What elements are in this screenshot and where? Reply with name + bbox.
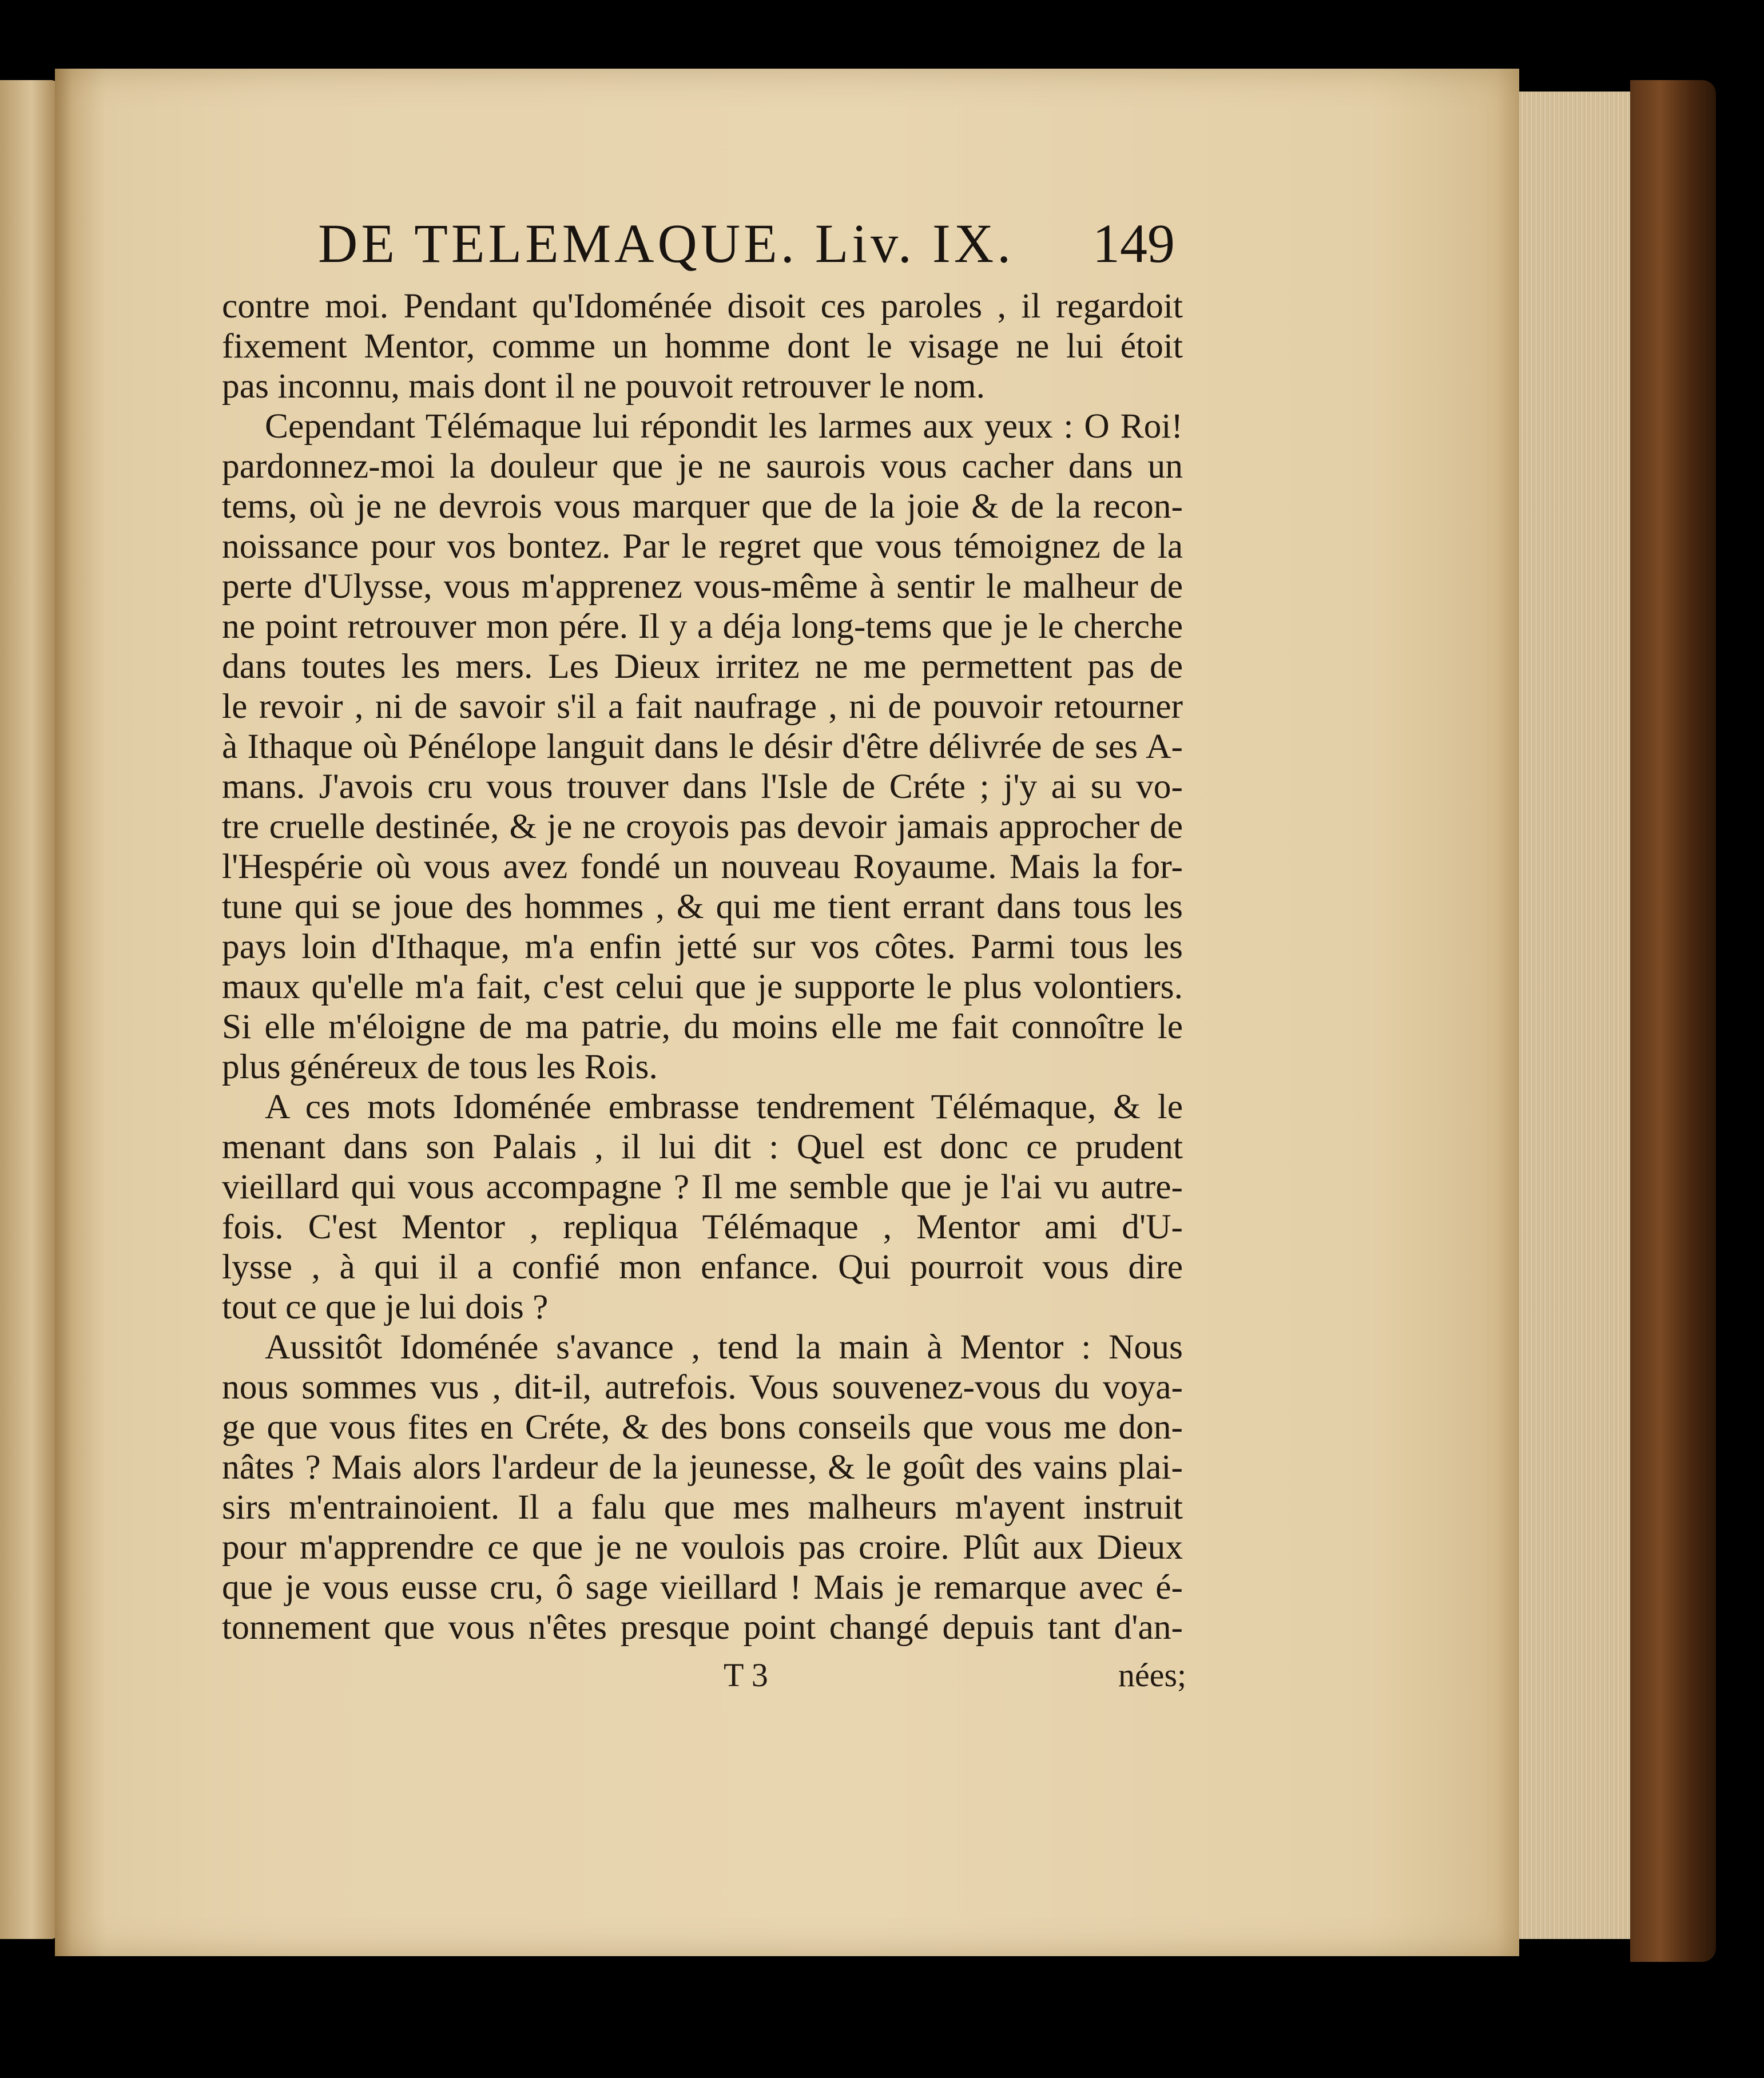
text-line: plus généreux de tous les Rois. [222, 1047, 658, 1086]
page-footer [0, 1656, 1764, 1702]
text-line: tre cruelle destinée, & je ne croyois pas devoir jamais approcher de [222, 807, 1183, 846]
text-line: nâtes ? Mais alors l'ardeur de la jeunesse, & le goût des vains plai- [222, 1448, 1183, 1487]
text-line: ge que vous fites en Créte, & des bons conseils que vous me don- [222, 1408, 1183, 1447]
running-head [0, 212, 1764, 292]
text-line: pardonnez-moi la douleur que je ne saurois vous cacher dans un [222, 447, 1183, 486]
text-line: tune qui se joue des hommes , & qui me tient errant dans tous les [222, 887, 1183, 926]
text-line: Aussitôt Idoménée s'avance , tend la main à Mentor : Nous [265, 1328, 1183, 1366]
text-line: maux qu'elle m'a fait, c'est celui que je supporte le plus volontiers. [222, 967, 1183, 1006]
text-line: perte d'Ulysse, vous m'apprenez vous-même à sentir le malheur de [222, 567, 1183, 606]
text-line: mans. J'avois cru vous trouver dans l'Isle de Créte ; j'y ai su vo- [222, 767, 1183, 806]
text-line: lysse , à qui il a confié mon enfance. Qui pourroit vous dire [222, 1247, 1183, 1286]
text-line: le revoir , ni de savoir s'il a fait naufrage , ni de pouvoir retourner [222, 687, 1183, 726]
text-line: A ces mots Idoménée embrasse tendrement Télémaque, & le [265, 1087, 1183, 1126]
text-line: nous sommes vus , dit-il, autrefois. Vous souvenez-vous du voya- [222, 1368, 1183, 1406]
text-line: pays loin d'Ithaque, m'a enfin jetté sur vos côtes. Parmi tous les [222, 927, 1183, 966]
running-head-title: DE TELEMAQUE. Liv. IX. [318, 213, 1015, 274]
text-line: Si elle m'éloigne de ma patrie, du moins elle me fait connoître le [222, 1007, 1183, 1046]
text-line: fois. C'est Mentor , repliqua Télémaque , Mentor ami d'U- [222, 1207, 1183, 1246]
text-line: l'Hespérie où vous avez fondé un nouveau Royaume. Mais la for- [222, 847, 1183, 886]
body-text [222, 286, 1183, 1647]
text-line: vieillard qui vous accompagne ? Il me semble que je l'ai vu autre- [222, 1167, 1183, 1206]
text-line: ne point retrouver mon pére. Il y a déja long-tems que je le cherche [222, 607, 1183, 646]
text-line: fixement Mentor, comme un homme dont le visage ne lui étoit [222, 327, 1183, 365]
text-line: tems, où je ne devrois vous marquer que de la joie & de la recon- [222, 487, 1183, 526]
catchword: nées; [1118, 1656, 1187, 1694]
text-line: que je vous eusse cru, ô sage vieillard ! Mais je remarque avec é- [222, 1568, 1183, 1607]
text-line: contre moi. Pendant qu'Idoménée disoit ces paroles , il regardoit [222, 287, 1183, 325]
text-line: Cependant Télémaque lui répondit les larmes aux yeux : O Roi! [265, 407, 1183, 446]
text-line: noissance pour vos bontez. Par le regret que vous témoignez de la [222, 527, 1183, 566]
text-line: tout ce que je lui dois ? [222, 1288, 549, 1326]
text-line: dans toutes les mers. Les Dieux irritez ne me permettent pas de [222, 647, 1183, 686]
signature-mark: T 3 [724, 1656, 768, 1694]
text-line: sirs m'entrainoient. Il a falu que mes malheurs m'ayent instruit [222, 1488, 1183, 1527]
text-line: pour m'apprendre ce que je ne voulois pas croire. Plût aux Dieux [222, 1528, 1183, 1567]
text-line: menant dans son Palais , il lui dit : Quel est donc ce prudent [222, 1127, 1183, 1166]
text-line: à Ithaque où Pénélope languit dans le désir d'être délivrée de ses A- [222, 727, 1183, 766]
page-number: 149 [1092, 213, 1175, 274]
text-line: pas inconnu, mais dont il ne pouvoit retrouver le nom. [222, 367, 985, 406]
text-line: tonnement que vous n'êtes presque point changé depuis tant d'an- [222, 1608, 1183, 1647]
